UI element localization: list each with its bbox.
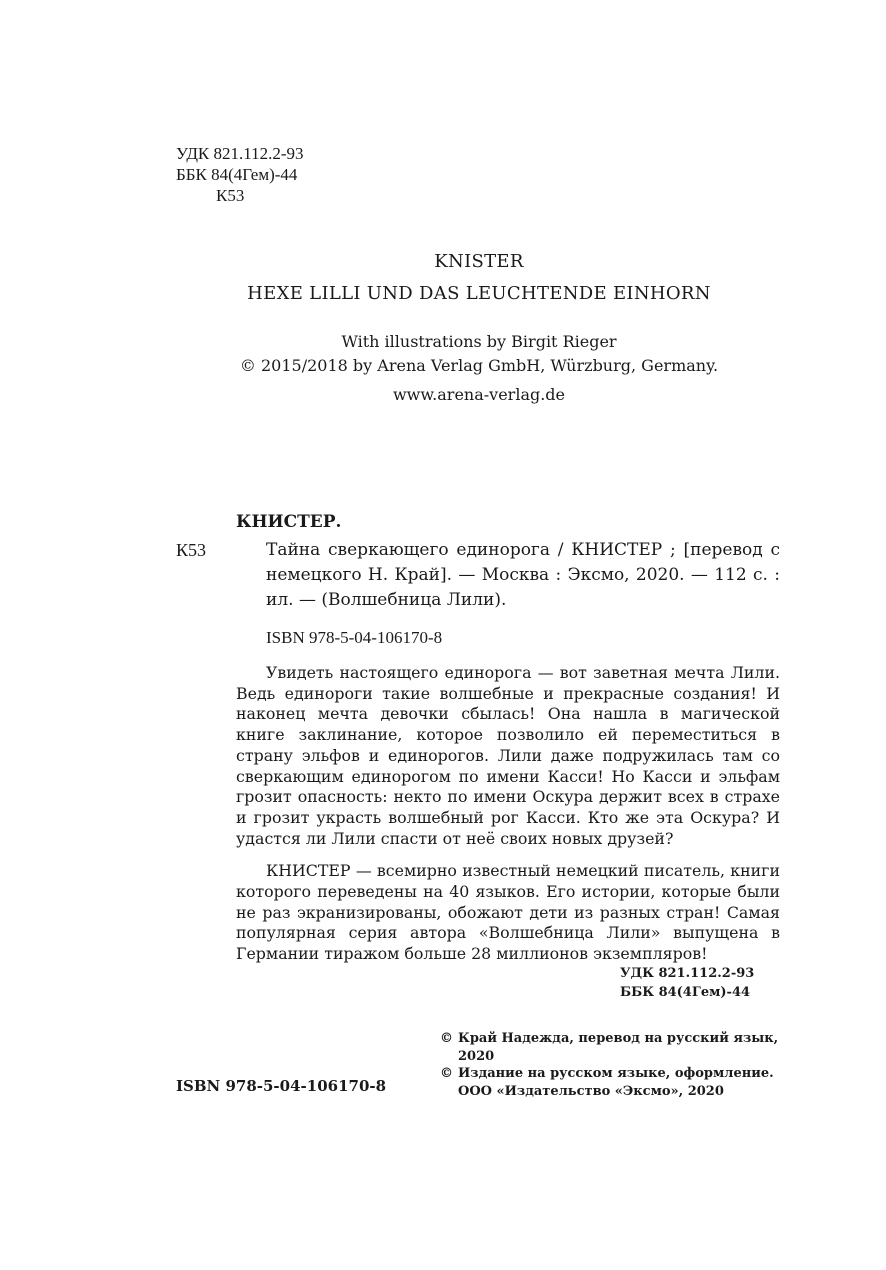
copyright-text: Издание на русском языке, оформление. ООО «Издательство «Эксмо», 2020 <box>458 1066 774 1099</box>
bibliographic-description-row <box>176 538 780 613</box>
footer-isbn: ISBN 978-5-04-106170-8 <box>176 1077 387 1095</box>
about-author-paragraph: КНИСТЕР — всемирно известный немецкий писатель, книги которого переведены на 40 языков. Его истории, которые были не раз экранизированы, обожают дети из разных стран! Самая популярная серия автора «Волшебница Лили» выпущена в Германии тиражом больше 28 миллионов экземпляров! <box>236 861 780 964</box>
bibliographic-description: Тайна сверкающего единорога / КНИСТЕР ; [перевод с немецкого Н. Край]. — Москва : Эксмо, 2020. — 112 с. : ил. — (Волшебница Лили). <box>266 540 780 610</box>
author-sign: К53 <box>216 186 245 205</box>
original-copyright: © 2015/2018 by Arena Verlag GmbH, Würzburg, Germany. <box>239 356 719 375</box>
bibliographic-entry <box>176 510 780 965</box>
copyright-item <box>440 1065 785 1100</box>
bbk-code: ББК 84(4Гем)-44 <box>176 165 298 184</box>
udk-code: УДК 821.112.2-93 <box>176 144 304 163</box>
footer-udk: УДК 821.112.2-93 <box>620 966 755 981</box>
copyright-item <box>440 1030 785 1065</box>
classification-block <box>176 143 304 206</box>
annotation-paragraph: Увидеть настоящего единорога — вот заветная мечта Лили. Ведь единороги такие волшебные и прекрасные создания! И наконец мечта девочки сбылась! Она нашла в магической книге заклинание, которое позволило ей переместиться в страну эльфов и единорогов. Лили даже подружилась там со сверкающим единорогом по имени Касси! Но Касси и эльфам грозит опасность: некто по имени Оскура держит всех в страхе и грозит украсть волшебный рог Касси. Кто же эта Оскура? И удастся ли Лили спасти от неё своих новых друзей? <box>236 663 780 848</box>
footer-codes <box>620 964 754 1002</box>
copyright-block <box>440 1030 785 1100</box>
entry-isbn: ISBN 978-5-04-106170-8 <box>266 628 443 647</box>
entry-code: К53 <box>176 540 207 560</box>
copyright-text: Край Надежда, перевод на русский язык, 2020 <box>458 1031 779 1064</box>
original-credits <box>0 330 886 378</box>
copyright-symbol: © <box>440 1066 453 1081</box>
illustrations-credit: With illustrations by Birgit Rieger <box>341 332 617 351</box>
original-author: KNISTER <box>434 251 524 272</box>
footer-bbk: ББК 84(4Гем)-44 <box>620 985 751 1000</box>
original-title: HEXE LILLI UND DAS LEUCHTENDE EINHORN <box>247 283 711 304</box>
copyright-symbol: © <box>440 1031 453 1046</box>
publisher-url: www.arena-verlag.de <box>392 385 566 404</box>
author-heading: КНИСТЕР. <box>236 512 342 532</box>
